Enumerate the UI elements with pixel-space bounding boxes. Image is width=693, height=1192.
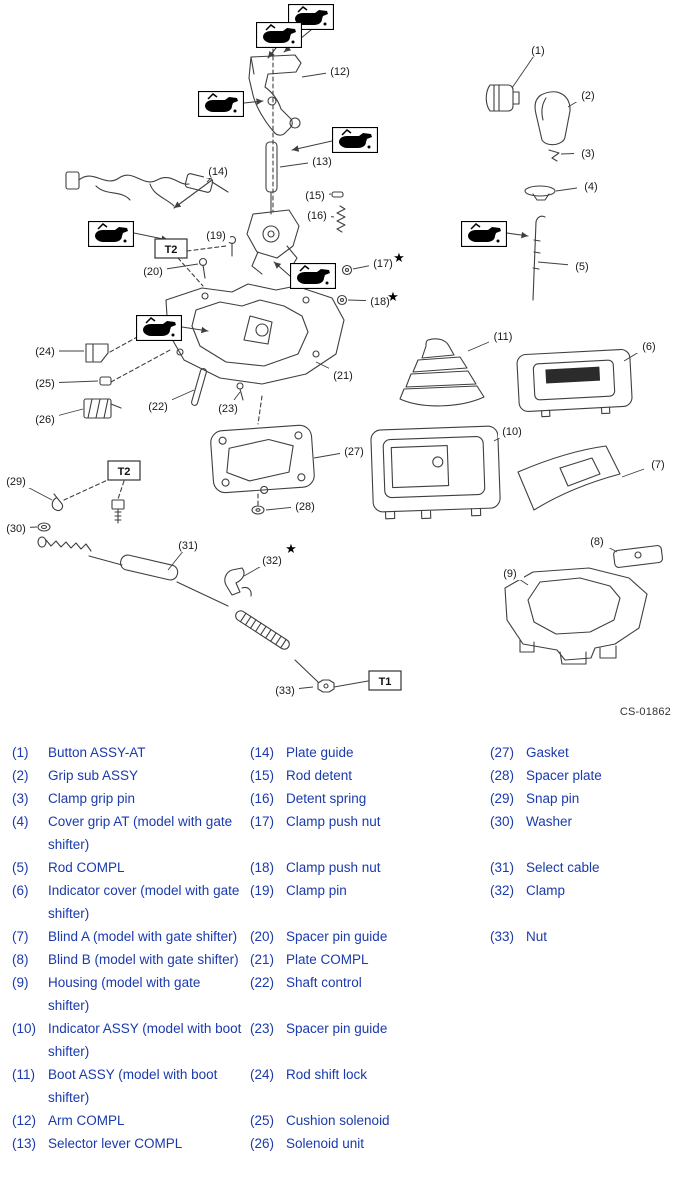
part-name: Rod shift lock (286, 1067, 368, 1082)
part-number: (1) (12, 745, 29, 760)
part-name: Boot ASSY (model with boot shifter) (48, 1067, 218, 1105)
part-number: (23) (250, 1021, 275, 1036)
grease-gun-icon (257, 23, 302, 48)
parts-cell (12, 856, 250, 879)
callout-label: (29) (6, 476, 26, 488)
part-indicator-assy (371, 426, 501, 520)
part-name: Indicator cover (model with gate shifter) (48, 883, 240, 921)
part-number: (33) (490, 929, 515, 944)
parts-cell (250, 1017, 490, 1040)
part-number: (4) (12, 814, 29, 829)
part-cover-grip (525, 186, 555, 200)
callout-label: (13) (312, 156, 332, 168)
part-washer (38, 523, 50, 531)
parts-cell (12, 879, 250, 925)
torque-box-t2 (155, 239, 187, 258)
part-name: Clamp (526, 883, 566, 898)
callout-label: (14) (208, 166, 228, 178)
callout-label: (23) (218, 403, 238, 415)
callout-label: (33) (275, 685, 295, 697)
parts-cell (490, 787, 689, 810)
part-name: Clamp push nut (286, 860, 381, 875)
parts-row (12, 971, 689, 1017)
part-number: (30) (490, 814, 515, 829)
parts-cell (250, 764, 490, 787)
parts-row (12, 741, 689, 764)
parts-cell (12, 787, 250, 810)
parts-row (12, 764, 689, 787)
part-name: Cover grip AT (model with gate shifter) (48, 814, 233, 852)
part-name: Cushion solenoid (286, 1113, 390, 1128)
parts-row (12, 787, 689, 810)
parts-cell (250, 925, 490, 948)
callout-label: (30) (6, 523, 26, 535)
callout-label: (11) (493, 331, 513, 343)
part-shaft-control (191, 368, 207, 406)
part-name: Rod COMPL (48, 860, 125, 875)
callout-label: (31) (178, 540, 198, 552)
part-number: (2) (12, 768, 29, 783)
callout-label: (25) (35, 378, 55, 390)
part-name: Selector lever COMPL (48, 1136, 183, 1151)
part-number: (22) (250, 975, 275, 990)
part-name: Arm COMPL (48, 1113, 125, 1128)
parts-row (12, 856, 689, 879)
grease-gun-icon (291, 264, 336, 289)
part-boot-assy (400, 339, 484, 406)
part-clamp (225, 568, 251, 596)
part-snap-pin (52, 494, 62, 511)
part-plate-compl (166, 284, 344, 384)
part-number: (7) (12, 929, 29, 944)
parts-cell (250, 879, 490, 902)
part-number: (24) (250, 1067, 275, 1082)
parts-cell (490, 879, 689, 902)
callout-label: (2) (581, 90, 595, 102)
callout-label: (10) (502, 426, 522, 438)
parts-cell (12, 1063, 250, 1109)
part-name: Washer (526, 814, 573, 829)
parts-cell (12, 810, 250, 856)
part-plate-guide (66, 172, 228, 206)
part-number: (10) (12, 1021, 37, 1036)
part-name: Solenoid unit (286, 1136, 365, 1151)
part-name: Clamp grip pin (48, 791, 136, 806)
callout-label: (27) (344, 446, 364, 458)
part-name: Snap pin (526, 791, 580, 806)
parts-cell (250, 1132, 490, 1155)
part-t2-bolt (112, 500, 124, 523)
callout-label: (28) (295, 501, 315, 513)
part-number: (28) (490, 768, 515, 783)
svg-text:T1: T1 (378, 676, 392, 688)
grease-gun-icon (333, 128, 378, 153)
parts-row (12, 1132, 689, 1155)
callout-label: (32) (262, 555, 282, 567)
part-number: (5) (12, 860, 29, 875)
star-icon: ★ (393, 250, 405, 265)
part-name: Rod detent (286, 768, 353, 783)
callout-label: (24) (35, 346, 55, 358)
parts-row (12, 879, 689, 925)
part-solenoid-unit (84, 399, 121, 418)
svg-text:T2: T2 (117, 466, 131, 478)
part-name: Clamp pin (286, 883, 347, 898)
part-number: (11) (12, 1067, 36, 1082)
callout-label: (6) (642, 341, 656, 353)
part-gasket (210, 425, 315, 497)
part-name: Blind A (model with gate shifter) (48, 929, 238, 944)
parts-cell (490, 764, 689, 787)
part-housing (505, 568, 647, 664)
callout-label: (1) (531, 45, 545, 57)
part-number: (8) (12, 952, 29, 967)
star-icon: ★ (285, 541, 297, 556)
part-number: (32) (490, 883, 515, 898)
callout-label: (9) (503, 568, 517, 580)
part-name: Gasket (526, 745, 569, 760)
part-number: (25) (250, 1113, 275, 1128)
part-spacer-pin-guide-lower (237, 383, 243, 400)
part-spacer-plate (252, 506, 264, 514)
parts-cell (12, 741, 250, 764)
callout-label: (16) (307, 210, 327, 222)
callout-label: (21) (333, 370, 353, 382)
part-number: (21) (250, 952, 275, 967)
part-number: (26) (250, 1136, 275, 1151)
parts-cell (250, 971, 490, 994)
part-number: (19) (250, 883, 275, 898)
part-number: (12) (12, 1113, 37, 1128)
part-name: Blind B (model with gate shifter) (48, 952, 239, 967)
star-icon: ★ (387, 289, 399, 304)
parts-cell (12, 1017, 250, 1063)
parts-row (12, 1063, 689, 1109)
part-name: Spacer pin guide (286, 1021, 388, 1036)
parts-cell (250, 856, 490, 879)
part-name: Plate guide (286, 745, 354, 760)
parts-cell (12, 971, 250, 1017)
callout-label: (17) (373, 258, 393, 270)
part-arm-compl (249, 55, 301, 135)
part-name: Select cable (526, 860, 600, 875)
callout-label: (20) (143, 266, 163, 278)
parts-cell (250, 741, 490, 764)
parts-row (12, 1109, 689, 1132)
parts-cell (490, 925, 689, 948)
callout-label: (22) (148, 401, 168, 413)
part-name: Spacer plate (526, 768, 602, 783)
parts-cell (12, 1109, 250, 1132)
part-number: (18) (250, 860, 275, 875)
callout-label: (3) (581, 148, 595, 160)
parts-cell (250, 1109, 490, 1132)
part-name: Shaft control (286, 975, 362, 990)
part-grip-sub-assy (535, 92, 570, 145)
diagram-code: CS-01862 (619, 706, 671, 718)
part-name: Clamp push nut (286, 814, 381, 829)
part-blind-a (518, 446, 620, 510)
callout-label: (18) (370, 296, 390, 308)
part-spacer-pin-guide-upper (200, 259, 207, 279)
parts-row (12, 810, 689, 856)
part-number: (15) (250, 768, 275, 783)
parts-cell (490, 856, 689, 879)
callout-label: (5) (575, 261, 589, 273)
part-number: (13) (12, 1136, 37, 1151)
callout-label: (7) (651, 459, 665, 471)
part-detent-spring (337, 206, 345, 232)
callout-label: (26) (35, 414, 55, 426)
part-rod-compl (533, 216, 545, 300)
parts-cell (12, 925, 250, 948)
part-clamp-push-nut-18 (338, 296, 347, 305)
part-number: (14) (250, 745, 275, 760)
parts-cell (250, 948, 490, 971)
part-number: (3) (12, 791, 29, 806)
callout-label: (8) (590, 536, 604, 548)
torque-box-t2 (108, 461, 140, 480)
parts-cell (250, 810, 490, 833)
parts-cell (250, 1063, 490, 1086)
part-indicator-cover (517, 349, 633, 418)
part-cushion-solenoid (100, 377, 111, 385)
part-name: Grip sub ASSY (48, 768, 139, 783)
parts-row (12, 948, 689, 971)
part-clamp-grip-pin (549, 150, 559, 161)
part-button-assy (486, 85, 519, 111)
callout-label: (12) (330, 66, 350, 78)
part-name: Button ASSY-AT (48, 745, 146, 760)
parts-cell (12, 764, 250, 787)
callout-label: (19) (206, 230, 226, 242)
part-name: Indicator ASSY (model with boot shifter) (48, 1021, 242, 1059)
part-number: (9) (12, 975, 29, 990)
torque-box-t1 (369, 671, 401, 690)
grease-gun-icon (137, 316, 182, 341)
parts-cell (490, 741, 689, 764)
svg-text:T2: T2 (164, 244, 178, 256)
part-number: (16) (250, 791, 275, 806)
part-number: (27) (490, 745, 515, 760)
grease-gun-icon (199, 92, 244, 117)
part-blind-b (613, 545, 663, 568)
parts-row (12, 925, 689, 948)
parts-cell (12, 948, 250, 971)
parts-list (0, 730, 693, 1155)
part-rod-shift-lock (86, 344, 108, 362)
callout-label: (4) (584, 181, 598, 193)
part-rod-detent (332, 192, 343, 197)
part-name: Plate COMPL (286, 952, 369, 967)
part-name: Spacer pin guide (286, 929, 388, 944)
grease-gun-icon (89, 222, 134, 247)
part-number: (31) (490, 860, 515, 875)
part-name: Housing (model with gate shifter) (48, 975, 201, 1013)
parts-row (12, 1017, 689, 1063)
part-number: (6) (12, 883, 29, 898)
part-name: Nut (526, 929, 548, 944)
part-nut (318, 680, 334, 692)
part-clamp-push-nut-17 (343, 266, 352, 275)
part-number: (29) (490, 791, 515, 806)
grease-gun-icon (462, 222, 507, 247)
parts-cell (490, 810, 689, 833)
parts-cell (250, 787, 490, 810)
callout-label: (15) (305, 190, 325, 202)
parts-cell (12, 1132, 250, 1155)
part-name: Detent spring (286, 791, 367, 806)
part-number: (20) (250, 929, 275, 944)
part-number: (17) (250, 814, 275, 829)
